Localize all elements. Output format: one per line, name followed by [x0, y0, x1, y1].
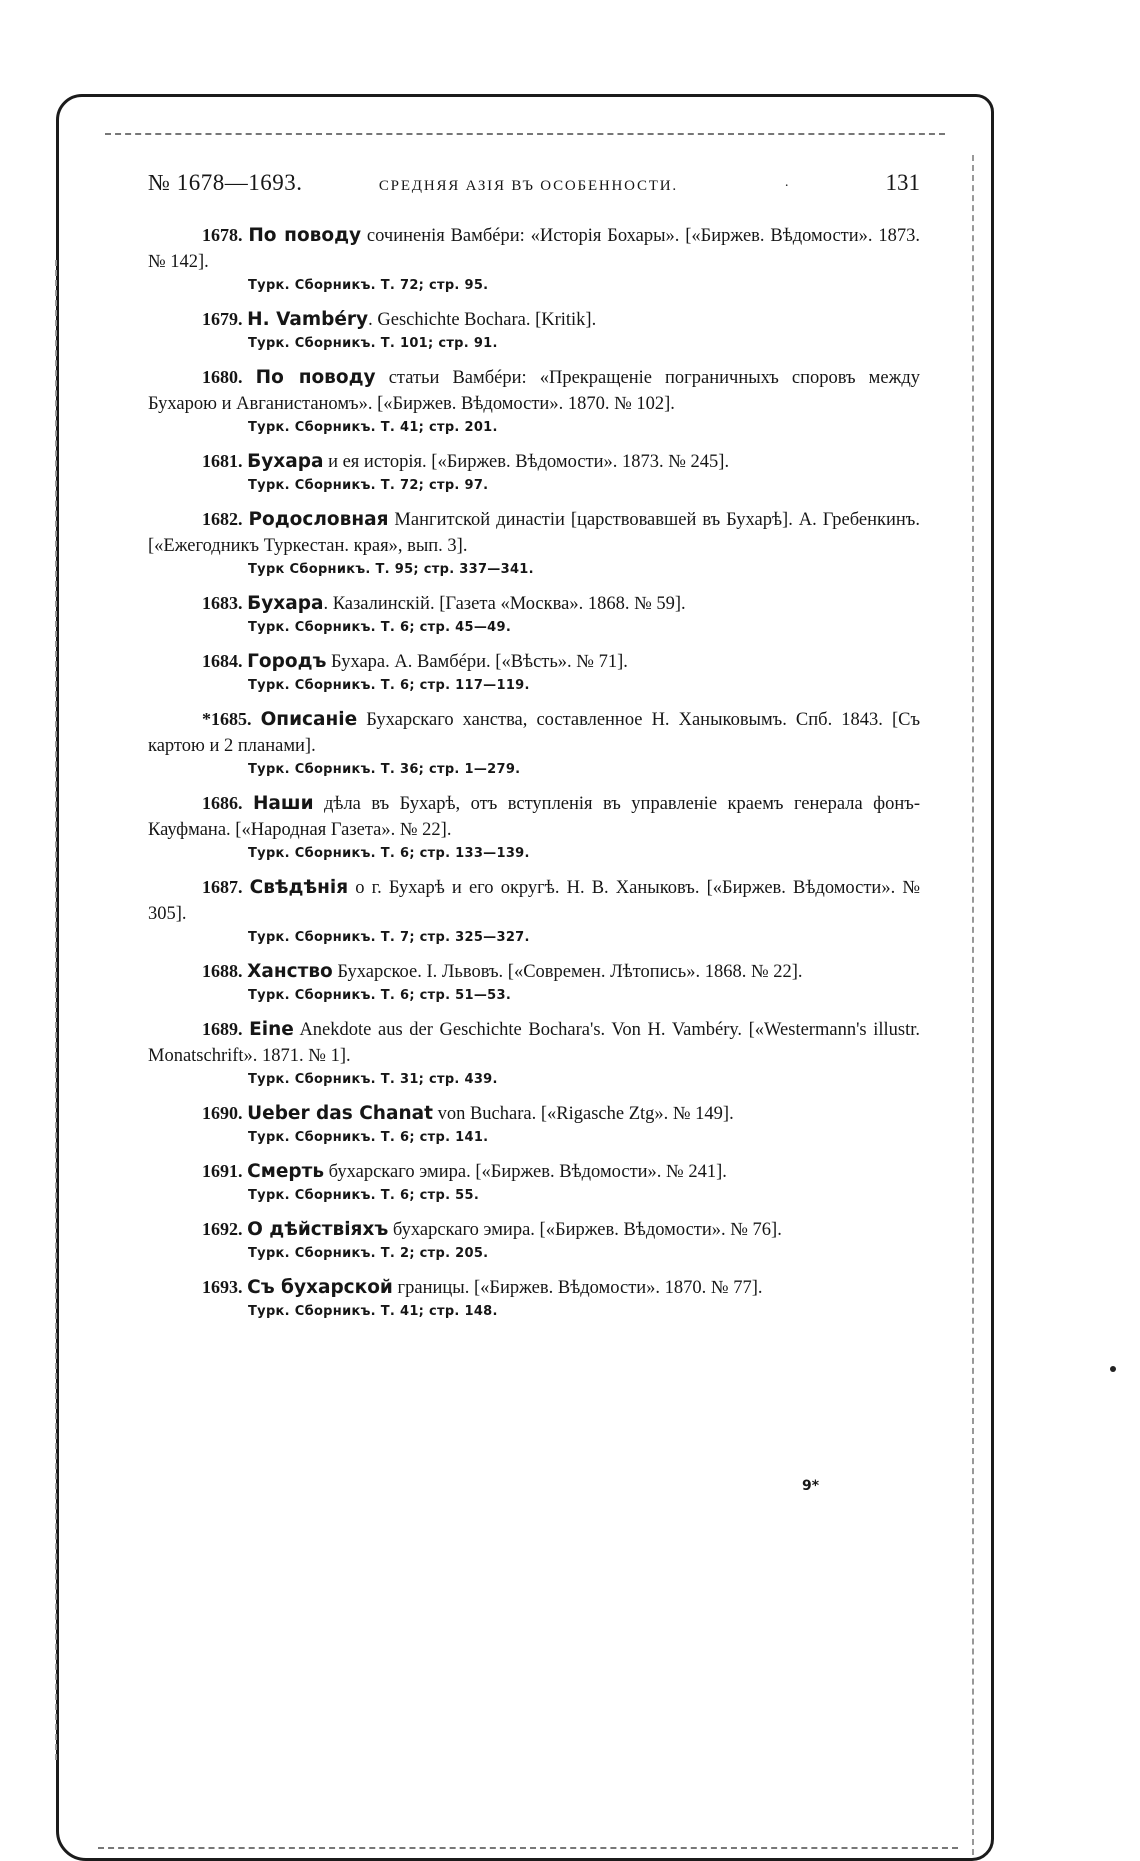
- bibliography-entry: [148, 222, 920, 297]
- bibliography-entry: [148, 506, 920, 581]
- entry-number: 1682.: [202, 509, 243, 529]
- bibliography-entry: [148, 706, 920, 781]
- inner-border-right: [972, 155, 974, 1855]
- entry-body: Бухара. А. Вамбéри. [«Вѣсть». № 71].: [326, 652, 628, 672]
- entry-reference: Турк. Сборникъ. Т. 72; стр. 95.: [248, 278, 489, 293]
- entry-number: 1693.: [202, 1277, 243, 1297]
- entry-text: [148, 590, 920, 617]
- bibliography-entry: [148, 1216, 920, 1265]
- entry-number: 1692.: [202, 1219, 243, 1239]
- entry-reference: Турк. Сборникъ. Т. 41; стр. 201.: [248, 420, 498, 435]
- inner-border-bottom: [98, 1847, 958, 1849]
- entry-body: . Казалинскій. [Газета «Москва». 1868. № 59].: [323, 594, 686, 614]
- entry-text: [148, 1158, 920, 1185]
- header-dot: ·: [784, 179, 790, 194]
- entry-keyword: Городъ: [247, 651, 327, 672]
- entry-text: [148, 1100, 920, 1127]
- page-number: 131: [885, 170, 920, 195]
- entry-keyword: H. Vambéry: [247, 309, 369, 330]
- entry-number: 1679.: [202, 309, 243, 329]
- bibliography-list: [148, 222, 920, 1323]
- entry-reference: Турк. Сборникъ. Т. 6; стр. 45—49.: [248, 620, 512, 635]
- entry-reference: Турк. Сборникъ. Т. 101; стр. 91.: [248, 336, 498, 351]
- entry-text: [148, 506, 920, 559]
- bibliography-entry: [148, 1016, 920, 1091]
- entry-body: бухарскаго эмира. [«Биржев. Вѣдомости». № 241].: [324, 1162, 727, 1182]
- entry-number: 1684.: [202, 651, 243, 671]
- entry-body: . Geschichte Bochara. [Kritik].: [368, 310, 597, 330]
- inner-border-left: [55, 260, 57, 1760]
- entry-body: Anekdote aus der Geschichte Bochara's. Von H. Vambéry. [«Westermann's illustr. Monatschrift». 1871. № 1].: [148, 1020, 921, 1066]
- entry-number: 1688.: [202, 961, 243, 981]
- entry-text: [148, 448, 920, 475]
- entry-number: 1683.: [202, 593, 243, 613]
- bibliography-entry: [148, 306, 920, 355]
- bibliography-entry: [148, 874, 920, 949]
- entry-keyword: Ueber das Chanat: [247, 1103, 433, 1124]
- entry-number: 1690.: [202, 1103, 243, 1123]
- bibliography-entry: [148, 1274, 920, 1323]
- entry-keyword: Съ бухарской: [247, 1277, 393, 1298]
- entry-reference: Турк. Сборникъ. Т. 6; стр. 51—53.: [248, 988, 512, 1003]
- entry-body: статьи Вамбéри: «Прекращеніе пограничныхъ споровъ между Бухарою и Авганистаномъ». [«Биржев. Вѣдомости». 1870. № 102].: [148, 368, 921, 414]
- entry-body: Мангитской династіи [царствовавшей въ Бухарѣ]. А. Гребенкинъ. [«Ежегодникъ Туркестан. края», вып. 3].: [148, 510, 920, 556]
- entry-keyword: Бухара: [247, 593, 324, 614]
- entry-number: 1678.: [202, 225, 243, 245]
- bibliography-entry: [148, 590, 920, 639]
- entry-body: и ея исторія. [«Биржев. Вѣдомости». 1873. № 245].: [323, 452, 730, 472]
- bibliography-entry: [148, 364, 920, 439]
- entry-text: [148, 1016, 920, 1069]
- section-title: СРЕДНЯЯ АЗІЯ ВЪ ОСОБЕННОСТИ.: [378, 178, 678, 194]
- entry-keyword: По поводу: [255, 367, 376, 388]
- entry-number: 1691.: [202, 1161, 243, 1181]
- ink-speck: [1110, 1366, 1116, 1372]
- entry-body: бухарскаго эмира. [«Биржев. Вѣдомости». № 76].: [388, 1220, 782, 1240]
- entry-reference: Турк. Сборникъ. Т. 2; стр. 205.: [248, 1246, 489, 1261]
- inner-border-top: [105, 133, 945, 135]
- entry-text: [148, 1274, 920, 1301]
- entry-number: 1687.: [202, 877, 243, 897]
- entry-body: Бухарскаго ханства, составленное Н. Ханыковымъ. Спб. 1843. [Съ картою и 2 планами].: [148, 710, 921, 756]
- bibliography-entry: [148, 1158, 920, 1207]
- entry-number: 1680.: [202, 367, 243, 387]
- entry-text: [148, 706, 920, 759]
- running-header: [148, 170, 920, 210]
- entry-reference: Турк. Сборникъ. Т. 6; стр. 117—119.: [248, 678, 530, 693]
- entry-text: [148, 364, 920, 417]
- entry-text: [148, 958, 920, 985]
- bibliography-entry: [148, 448, 920, 497]
- bibliography-entry: [148, 648, 920, 697]
- entry-keyword: Описаніе: [260, 709, 358, 730]
- entry-reference: Турк. Сборникъ. Т. 31; стр. 439.: [248, 1072, 498, 1087]
- entry-reference: Турк Сборникъ. Т. 95; стр. 337—341.: [248, 562, 534, 577]
- entry-reference: Турк. Сборникъ. Т. 7; стр. 325—327.: [248, 930, 530, 945]
- entry-text: [148, 306, 920, 333]
- entry-body: Бухарское. І. Львовъ. [«Современ. Лѣтопись». 1868. № 22].: [332, 962, 803, 982]
- entry-keyword: Бухара: [247, 451, 324, 472]
- entry-keyword: Свѣдѣнія: [249, 877, 349, 898]
- entry-keyword: Наши: [252, 793, 314, 814]
- page-body: [148, 170, 920, 1332]
- entry-keyword: Ханство: [247, 961, 333, 982]
- entry-reference: Турк. Сборникъ. Т. 6; стр. 141.: [248, 1130, 489, 1145]
- entry-number: 1689.: [202, 1019, 243, 1039]
- entry-keyword: Смерть: [247, 1161, 325, 1182]
- bibliography-entry: [148, 1100, 920, 1149]
- entry-reference: Турк. Сборникъ. Т. 36; стр. 1—279.: [248, 762, 521, 777]
- entry-body: von Buchara. [«Rigasche Ztg». № 149].: [432, 1104, 734, 1124]
- bibliography-entry: [148, 958, 920, 1007]
- entry-body: дѣла въ Бухарѣ, отъ вступленія въ управленіе краемъ генерала фонъ-Кауфмана. [«Народная Газета». № 22].: [148, 794, 920, 840]
- entry-number: 1686.: [202, 793, 243, 813]
- entry-number: *1685.: [202, 709, 252, 729]
- entry-text: [148, 1216, 920, 1243]
- entry-keyword: Eine: [249, 1019, 294, 1040]
- entry-keyword: По поводу: [248, 225, 362, 246]
- entry-reference: Турк. Сборникъ. Т. 72; стр. 97.: [248, 478, 489, 493]
- entry-reference: Турк. Сборникъ. Т. 41; стр. 148.: [248, 1304, 498, 1319]
- printer-signature: 9*: [802, 1478, 820, 1494]
- entry-text: [148, 790, 920, 843]
- entry-body: границы. [«Биржев. Вѣдомости». 1870. № 77].: [392, 1278, 763, 1298]
- entry-text: [148, 222, 920, 275]
- entry-reference: Турк. Сборникъ. Т. 6; стр. 133—139.: [248, 846, 530, 861]
- entry-keyword: О дѣйствіяхъ: [247, 1219, 389, 1240]
- entry-body: о г. Бухарѣ и его округѣ. Н. В. Ханыковъ. [«Биржев. Вѣдомости». № 305].: [148, 878, 920, 924]
- entry-number: 1681.: [202, 451, 243, 471]
- entry-range: № 1678—1693.: [148, 170, 303, 195]
- bibliography-entry: [148, 790, 920, 865]
- entry-text: [148, 648, 920, 675]
- entry-reference: Турк. Сборникъ. Т. 6; стр. 55.: [248, 1188, 480, 1203]
- entry-text: [148, 874, 920, 927]
- entry-body: сочиненія Вамбéри: «Исторія Бохары». [«Биржев. Вѣдомости». 1873. № 142].: [148, 226, 920, 272]
- entry-keyword: Родословная: [248, 509, 389, 530]
